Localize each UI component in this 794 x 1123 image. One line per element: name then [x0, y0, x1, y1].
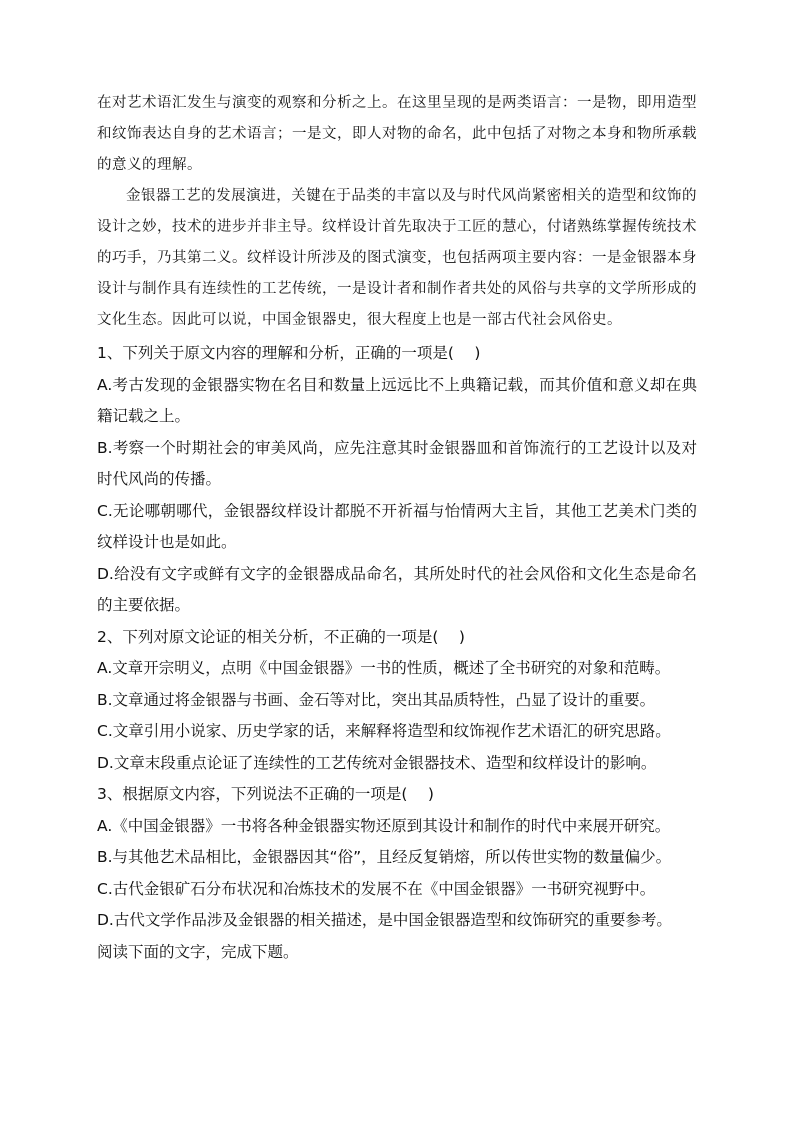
- question-stem: 1、下列关于原文内容的理解和分析，正确的一项是( ): [97, 344, 481, 362]
- option-a: A.文章开宗明义，点明《中国金银器》一书的性质，概述了全书研究的对象和范畴。: [97, 659, 671, 677]
- option-a: A.《中国金银器》一书将各种金银器实物还原到其设计和制作的时代中来展开研究。: [97, 816, 671, 835]
- option-a: A.考古发现的金银器实物在名目和数量上远远比不上典籍记载，而其价值和意义却在典籍记载之上。: [97, 375, 697, 425]
- option-d: D.给没有文字或鲜有文字的金银器成品命名，其所处时代的社会风俗和文化生态是命名的主要依据。: [97, 564, 697, 614]
- option-d: D.古代文学作品涉及金银器的相关描述，是中国金银器造型和纹饰研究的重要参考。: [97, 911, 672, 929]
- option-b: B.考察一个时期社会的审美风尚，应先注意其时金银器皿和首饰流行的工艺设计以及对时代风尚的传播。: [97, 438, 697, 488]
- question-stem: 2、下列对原文论证的相关分析，不正确的一项是( ): [97, 627, 465, 646]
- question-stem: 3、根据原文内容，下列说法不正确的一项是( ): [97, 785, 434, 803]
- option-b: B.文章通过将金银器与书画、金石等对比，突出其品质特性，凸显了设计的重要。: [97, 690, 656, 709]
- option-c: C.文章引用小说家、历史学家的话，来解释将造型和纹饰视作艺术语汇的研究思路。: [97, 722, 671, 740]
- question-3: [97, 779, 697, 937]
- passage-paragraph: 金银器工艺的发展演进，关键在于品类的丰富以及与时代风尚紧密相关的造型和纹饰的设计之妙，技术的进步并非主导。纹样设计首先取决于工匠的慧心，付诸熟练掌握传统技术的巧手，乃其第二义。纹样设计所涉及的图式演变，也包括两项主要内容：一是金银器本身设计与制作具有连续性的工艺传统，一是设计者和制作者共处的风俗与共享的文学所形成的文化生态。因此可以说，中国金银器史，很大程度上也是一部古代社会风俗史。: [97, 188, 697, 328]
- option-b: B.与其他艺术品相比，金银器因其“俗”，且经反复销熔，所以传世实物的数量偏少。: [97, 848, 672, 866]
- question-2: [97, 622, 697, 780]
- option-d: D.文章末段重点论证了连续性的工艺传统对金银器技术、造型和纹样设计的影响。: [97, 753, 657, 772]
- question-1: [97, 338, 697, 622]
- reading-instruction: 阅读下面的文字，完成下题。: [97, 942, 299, 961]
- option-c: C.无论哪朝哪代，金银器纹样设计都脱不开祈福与怡情两大主旨，其他工艺美术门类的纹样设计也是如此。: [97, 501, 697, 551]
- option-c: C.古代金银矿石分布状况和冶炼技术的发展不在《中国金银器》一书研究视野中。: [97, 879, 656, 898]
- passage-paragraph: 在对艺术语汇发生与演变的观察和分析之上。在这里呈现的是两类语言：一是物，即用造型和纹饰表达自身的艺术语言；一是文，即人对物的命名，此中包括了对物之本身和物所承载的意义的理解。: [97, 95, 697, 173]
- document-page: [97, 88, 697, 968]
